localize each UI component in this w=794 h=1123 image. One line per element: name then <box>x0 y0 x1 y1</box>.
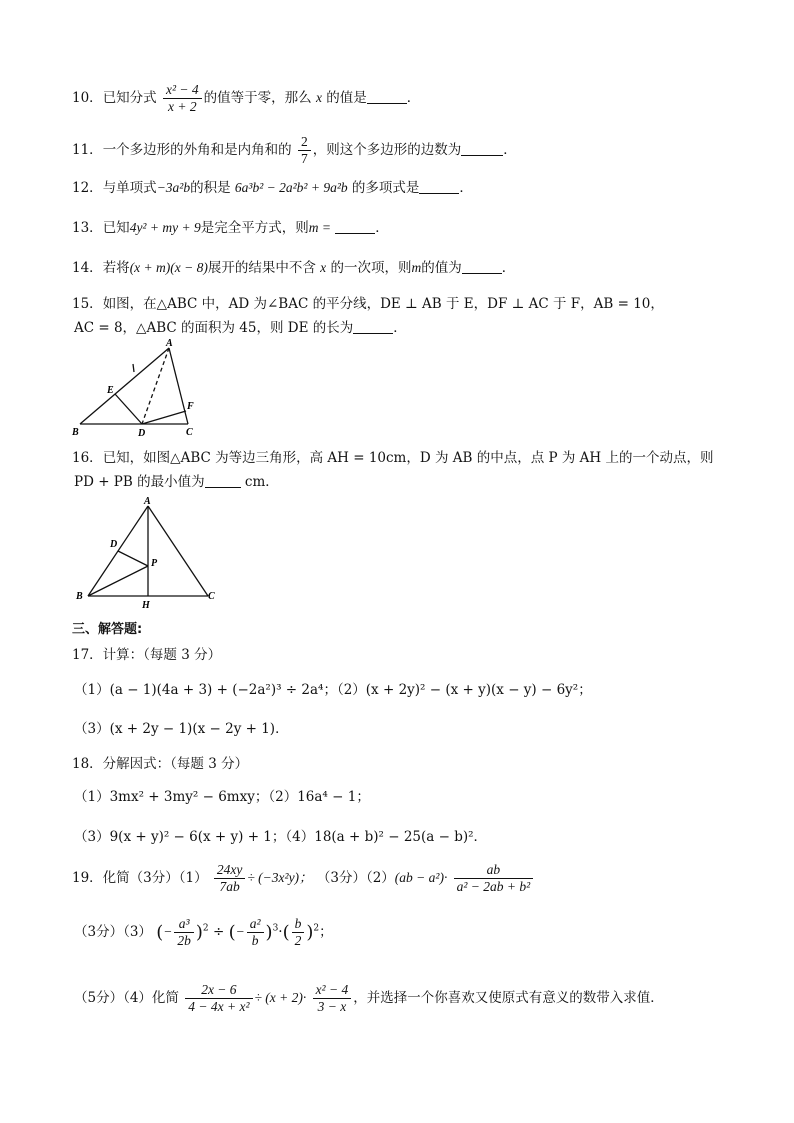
answer-blank <box>353 319 393 334</box>
q19-fraction-7: $\frac{\text{x² − 4}}{3 - x}$ <box>313 982 352 1015</box>
q13-expression: 4y² + my + 9 <box>129 220 201 235</box>
question-18-title: 18．分解因式：（每题 3 分） <box>72 756 249 772</box>
q14-var: x <box>320 260 327 275</box>
question-13 <box>72 218 389 238</box>
q10-fraction: $\frac{\text{x² − 4}}{x + 2}$ <box>163 82 202 115</box>
label-e: E <box>107 385 114 396</box>
label-b: B <box>72 427 79 438</box>
q13-text1: 已知 <box>102 220 130 236</box>
q15-number: 15． <box>72 296 103 312</box>
question-16 <box>72 448 714 468</box>
segment-pd <box>118 551 148 566</box>
answer-blank <box>419 179 459 194</box>
q19-part4-prefix: （5分）（4）化简 <box>74 990 179 1006</box>
q19-part3-end: ； <box>319 924 333 940</box>
q19-fraction-3: $\frac{\text{a³}}{2b}$ <box>174 916 194 949</box>
q16-line2: PD + PB 的最小值为 <box>74 474 205 490</box>
label-d: D <box>138 428 146 439</box>
q14-number: 14． <box>72 260 103 276</box>
q12-monomial: −3a²b <box>156 180 191 195</box>
q12-polynomial: 6a³b² − 2a²b² + 9a²b <box>234 180 348 195</box>
question-19-line2: （3分）（3） (− $\frac{\text{a³}}{2b}$ )$^2$ ÷ (− $\frac{\text{a²}}{b}$ )$^3$·( $\frac{b}{2}$ )$^2$； <box>74 916 333 948</box>
q19-fraction-6: $\frac{2x - 6}{\text{4 − 4x + x²}}$ <box>185 982 252 1015</box>
q14-expression: (x + m)(x − 8) <box>129 260 208 275</box>
q19-factor: (ab − a²)· <box>394 870 448 885</box>
question-14 <box>72 258 515 278</box>
question-18-part1: （1）3mx² + 3my² − 6mxy；（2）16a⁴ − 1； <box>74 789 370 805</box>
q19-part3-prefix: （3分）（3） <box>74 924 152 940</box>
label-h: H <box>142 600 150 611</box>
q19-prefix: 19．化简（3分）（1） <box>72 870 208 886</box>
section-heading: 三、解答题: <box>72 622 143 637</box>
q11-text2: ，则这个多边形的边数为 <box>312 142 462 158</box>
q11-fraction: $\frac{2}{7}$ <box>298 134 311 167</box>
question-10 <box>72 82 420 115</box>
q14-var2: m <box>411 260 422 275</box>
label-a: A <box>166 338 173 349</box>
figure-15-triangle <box>70 338 210 440</box>
q10-text2: 的值等于零，那么 <box>203 90 312 106</box>
answer-blank <box>335 219 375 234</box>
q19-divide-sign: ÷ <box>212 924 225 940</box>
side-ac <box>148 506 208 596</box>
q12-text3: 的多项式是 <box>351 180 420 196</box>
q11-end: ． <box>503 142 517 158</box>
q19-part4-mid: ÷ (x + 2)· <box>254 990 307 1005</box>
answer-blank <box>367 89 407 104</box>
side-ab <box>80 348 169 424</box>
question-17-title: 17．计算：（每题 3 分） <box>72 647 222 663</box>
q19-fraction-1: $\frac{24xy}{7ab}$ <box>214 862 245 895</box>
label-b: B <box>76 591 83 602</box>
question-19-line1 <box>72 862 535 895</box>
label-a: A <box>144 496 151 507</box>
question-17-part1: （1）(a − 1)(4a + 3) + (−2a²)³ ÷ 2a⁴；（2）(x + 2y)² − (x + y)(x − y) − 6y²； <box>74 682 592 698</box>
segment-pb <box>88 566 148 596</box>
figure-16-equilateral-triangle <box>72 494 222 612</box>
q12-number: 12． <box>72 180 103 196</box>
q16-number: 16． <box>72 450 103 466</box>
q16-unit: cm． <box>244 474 279 490</box>
question-15-line2 <box>74 318 407 338</box>
q19-part4-end: ，并选择一个你喜欢又使原式有意义的数带入求值． <box>353 990 664 1006</box>
q16-line1: 已知，如图△ABC 为等边三角形，高 AH = 10cm，D 为 AB 的中点，点 P 为 AH 上的一个动点，则 <box>102 450 714 466</box>
q10-text3: 的值是 <box>326 90 367 106</box>
q19-dot: · <box>278 924 283 940</box>
q14-text2: 展开的结果中不含 <box>207 260 316 276</box>
segment-de <box>115 394 142 424</box>
q11-text1: 一个多边形的外角和是内角和的 <box>102 142 292 158</box>
q13-var: m = <box>308 220 331 235</box>
question-19-line3 <box>74 982 664 1015</box>
answer-blank <box>205 473 241 488</box>
q13-number: 13． <box>72 220 103 236</box>
q10-end: ． <box>406 90 421 106</box>
q19-fraction-5: $\frac{b}{2}$ <box>292 916 305 949</box>
q19-fraction-2: $\frac{ab}{\text{a² − 2ab + b²}}$ <box>454 862 534 895</box>
label-c: C <box>186 427 193 438</box>
q11-number: 11． <box>72 142 103 158</box>
label-d: D <box>110 539 118 550</box>
q13-end: ． <box>375 220 389 236</box>
question-15 <box>72 294 664 314</box>
question-18-part3: （3）9(x + y)² − 6(x + y) + 1；（4）18(a + b)² − 25(a − b)²． <box>74 829 488 845</box>
q14-end: ． <box>501 260 516 276</box>
q14-text3: 的一次项，则 <box>330 260 412 276</box>
question-17-part3: （3）(x + 2y − 1)(x − 2y + 1)． <box>74 721 289 737</box>
answer-blank <box>462 259 502 274</box>
q13-text2: 是完全平方式，则 <box>200 220 309 236</box>
q15-end: ． <box>393 320 407 336</box>
q19-mid: （3分）（2） <box>316 870 395 886</box>
question-11 <box>72 134 517 167</box>
question-16-line2 <box>74 472 279 492</box>
q12-end: ． <box>459 180 473 196</box>
segment-df <box>142 411 186 424</box>
label-p: P <box>151 558 158 569</box>
q12-text1: 与单项式 <box>102 180 157 196</box>
tick-mark <box>133 364 134 372</box>
q12-text2: 的积是 <box>190 180 231 196</box>
label-c: C <box>208 591 215 602</box>
q10-number: 10． <box>72 90 103 106</box>
q15-line1: 如图，在△ABC 中，AD 为∠BAC 的平分线，DE ⊥ AB 于 E，DF ⊥ AC 于 F，AB = 10， <box>102 296 664 312</box>
q15-line2: AC = 8，△ABC 的面积为 45，则 DE 的长为 <box>74 320 354 336</box>
answer-blank <box>461 141 503 156</box>
q10-var: x <box>315 90 322 105</box>
q19-divisor: ÷ (−3x²y)； <box>247 870 313 885</box>
q19-fraction-4: $\frac{\text{a²}}{b}$ <box>247 916 264 949</box>
q14-text1: 若将 <box>102 260 130 276</box>
q10-text1: 已知分式 <box>102 90 157 106</box>
label-f: F <box>187 401 194 412</box>
question-12 <box>72 178 473 198</box>
q14-text4: 的值为 <box>421 260 462 276</box>
